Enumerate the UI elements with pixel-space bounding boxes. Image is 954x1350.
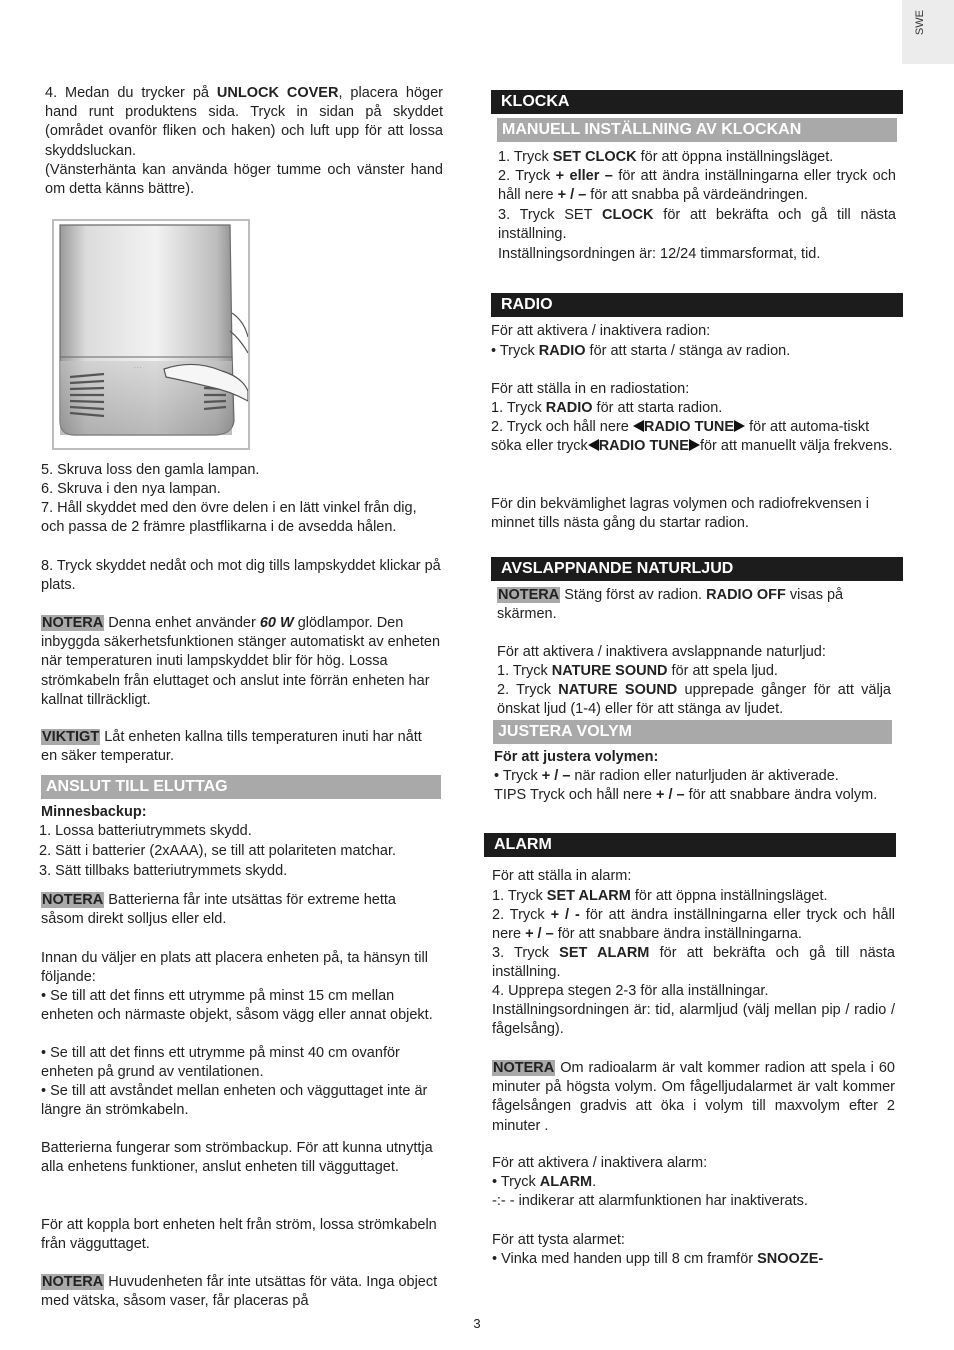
clock-step-1: 1. Tryck SET CLOCK för att öppna inställningsläget. bbox=[498, 149, 834, 165]
alarm-step-2: 2. Tryck + / - för att ändra inställningarna eller tryck och håll nere + / – för att snabbare ändra inställningarna. bbox=[492, 907, 895, 943]
step-6: 6. Skruva i den nya lampan. bbox=[41, 481, 221, 497]
nature-intro: För att aktivera / inaktivera avslappnande naturljud: bbox=[497, 644, 826, 660]
volume-tips: TIPS Tryck och håll nere + / – för att snabbare ändra volym. bbox=[494, 787, 878, 803]
placement-bullet-1: • Se till att det finns ett utrymme på minst 15 cm mellan enheten och närmaste objekt, såsom vägg eller annat objekt. bbox=[41, 988, 433, 1024]
step-8: 8. Tryck skyddet nedåt och mot dig tills lampskyddet klickar på plats. bbox=[41, 558, 441, 594]
section-heading-alarm: ALARM bbox=[484, 833, 896, 857]
clock-order: Inställningsordningen är: 12/24 timmarsformat, tid. bbox=[498, 246, 821, 262]
clock-step-3: 3. Tryck SET CLOCK för att bekräfta och gå till nästa inställning. bbox=[498, 207, 896, 243]
radio-memory: För din bekvämlighet lagras volymen och radiofrekvensen i minnet tills nästa gång du startar radion. bbox=[491, 496, 869, 532]
section-heading-clock: KLOCKA bbox=[491, 90, 903, 114]
alarm-toggle-intro: För att aktivera / inaktivera alarm: bbox=[492, 1155, 708, 1171]
section-heading-connect: ANSLUT TILL ELUTTAG bbox=[41, 775, 441, 799]
nature-note: NOTERA Stäng först av radion. RADIO OFF visas på skärmen. bbox=[497, 587, 844, 623]
section-heading-radio: RADIO bbox=[491, 293, 903, 317]
svg-text:· · ·: · · · bbox=[134, 365, 142, 371]
section-heading-manual-clock: MANUELL INSTÄLLNING AV KLOCKAN bbox=[497, 118, 897, 142]
note-60w: NOTERA Denna enhet använder 60 W glödlampor. Den inbyggda säkerhetsfunktionen stänger automatiskt av enheten när temperaturen inuti lampskyddet blir för hög. Lossa strömkabeln från eluttaget och anslut inte förrän enheten har kallnat tillräckligt. bbox=[41, 615, 441, 708]
placement-bullet-2: • Se till att det finns ett utrymme på minst 40 cm ovanför enheten på grund av ventilationen. bbox=[41, 1045, 400, 1081]
nature-step-1: 1. Tryck NATURE SOUND för att spela ljud. bbox=[497, 663, 778, 679]
language-tab: SWE bbox=[902, 0, 954, 64]
step-5: 5. Skruva loss den gamla lampan. bbox=[41, 462, 260, 478]
disconnect-text: För att koppla bort enheten helt från ström, lossa strömkabeln från vägguttaget. bbox=[41, 1217, 437, 1253]
step-4: 4. Medan du trycker på UNLOCK COVER, placera höger hand runt produktens sida. Tryck in sidan på skyddet (området ovanför fliken och haken) och luft upp för att lossa skyddsluckan. bbox=[45, 85, 443, 159]
arrow-left-icon bbox=[588, 439, 599, 451]
radio-tune-intro: För att ställa in en radiostation: bbox=[491, 381, 690, 397]
alarm-step-3: 3. Tryck SET ALARM för att bekräfta och gå till nästa inställning. bbox=[492, 945, 895, 981]
volume-title: För att justera volymen: bbox=[494, 749, 659, 765]
alarm-step-4: 4. Upprepa stegen 2-3 för alla inställningar. bbox=[492, 983, 769, 999]
radio-step-2: 2. Tryck och håll nere RADIO TUNE för att automa-tiskt söka eller tryck RADIO TUNE för att manuellt välja frekvens. bbox=[491, 419, 893, 455]
volume-step-1: • Tryck + / – när radion eller naturljuden är aktiverade. bbox=[494, 768, 839, 784]
note-liquid: NOTERA Huvudenheten får inte utsättas för väta. Inga object med vätska, såsom vaser, får placeras på bbox=[41, 1274, 438, 1310]
battery-backup-text: Batterierna fungerar som strömbackup. För att kunna utnyttja alla enhetens funktioner, anslut enheten till vägguttaget. bbox=[41, 1140, 433, 1176]
important-note: VIKTIGT Låt enheten kallna tills temperaturen inuti har nått en säker temperatur. bbox=[41, 729, 422, 765]
note-batteries: NOTERA Batterierna får inte utsättas för extreme hetta såsom direkt solljus eller eld. bbox=[41, 892, 396, 928]
backup-step-2: 2. Sätt i batterier (2xAAA), se till att polariteten matchar. bbox=[39, 843, 397, 859]
alarm-toggle: • Tryck ALARM. bbox=[492, 1174, 597, 1190]
left-hand-note: (Vänsterhänta kan använda höger tumme och vänster hand om detta känns bättre). bbox=[45, 162, 443, 198]
nature-step-2: 2. Tryck NATURE SOUND upprepade gånger för att välja önskat ljud (1-4) eller för att stänga av ljudet. bbox=[497, 682, 891, 718]
backup-step-3: 3. Sätt tillbaks batteriutrymmets skydd. bbox=[39, 863, 288, 879]
alarm-note: NOTERA Om radioalarm är valt kommer radion att spela i 60 minuter på högsta volym. Om fågelljudalarmet är valt kommer fågelsången gradvis att öka i volym till maxvolym efter 2 minuter . bbox=[492, 1060, 895, 1134]
section-heading-nature: AVSLAPPNANDE NATURLJUD bbox=[491, 557, 903, 581]
alarm-step-1: 1. Tryck SET ALARM för att öppna inställningsläget. bbox=[492, 888, 828, 904]
snooze-step: • Vinka med handen upp till 8 cm framför SNOOZE- bbox=[492, 1251, 824, 1267]
placement-bullet-3: • Se till att avståndet mellan enheten och vägguttaget inte är längre än strömkabeln. bbox=[41, 1083, 428, 1119]
arrow-left-icon bbox=[633, 420, 644, 432]
alarm-intro: För att ställa in alarm: bbox=[492, 868, 632, 884]
radio-step-1: 1. Tryck RADIO för att starta radion. bbox=[491, 400, 723, 416]
lamp-unit-cover-icon bbox=[54, 221, 248, 448]
alarm-order: Inställningsordningen är: tid, alarmljud (välj mellan pip / radio / fågelsång). bbox=[492, 1002, 895, 1038]
section-heading-volume: JUSTERA VOLYM bbox=[493, 720, 892, 744]
placement-intro: Innan du väljer en plats att placera enheten på, ta hänsyn till följande: bbox=[41, 950, 428, 986]
snooze-intro: För att tysta alarmet: bbox=[492, 1232, 625, 1248]
page-number: 3 bbox=[473, 1316, 481, 1331]
radio-toggle: • Tryck RADIO för att starta / stänga av radion. bbox=[491, 343, 791, 359]
alarm-off-indicator: -:- - indikerar att alarmfunktionen har inaktiverats. bbox=[492, 1193, 808, 1209]
step-7: 7. Håll skyddet med den övre delen i en lätt vinkel från dig, och passa de 2 främre plastflikarna i de avsedda hålen. bbox=[41, 500, 417, 536]
arrow-right-icon bbox=[689, 439, 700, 451]
radio-toggle-intro: För att aktivera / inaktivera radion: bbox=[491, 323, 711, 339]
backup-title: Minnesbackup: bbox=[41, 804, 147, 820]
arrow-right-icon bbox=[734, 420, 745, 432]
clock-step-2: 2. Tryck + eller – för att ändra inställningarna eller tryck och håll nere + / – för att snabba på värdeändringen. bbox=[498, 168, 896, 204]
lamp-unit-cover-illustration bbox=[52, 219, 250, 450]
backup-step-1: 1. Lossa batteriutrymmets skydd. bbox=[39, 823, 252, 839]
